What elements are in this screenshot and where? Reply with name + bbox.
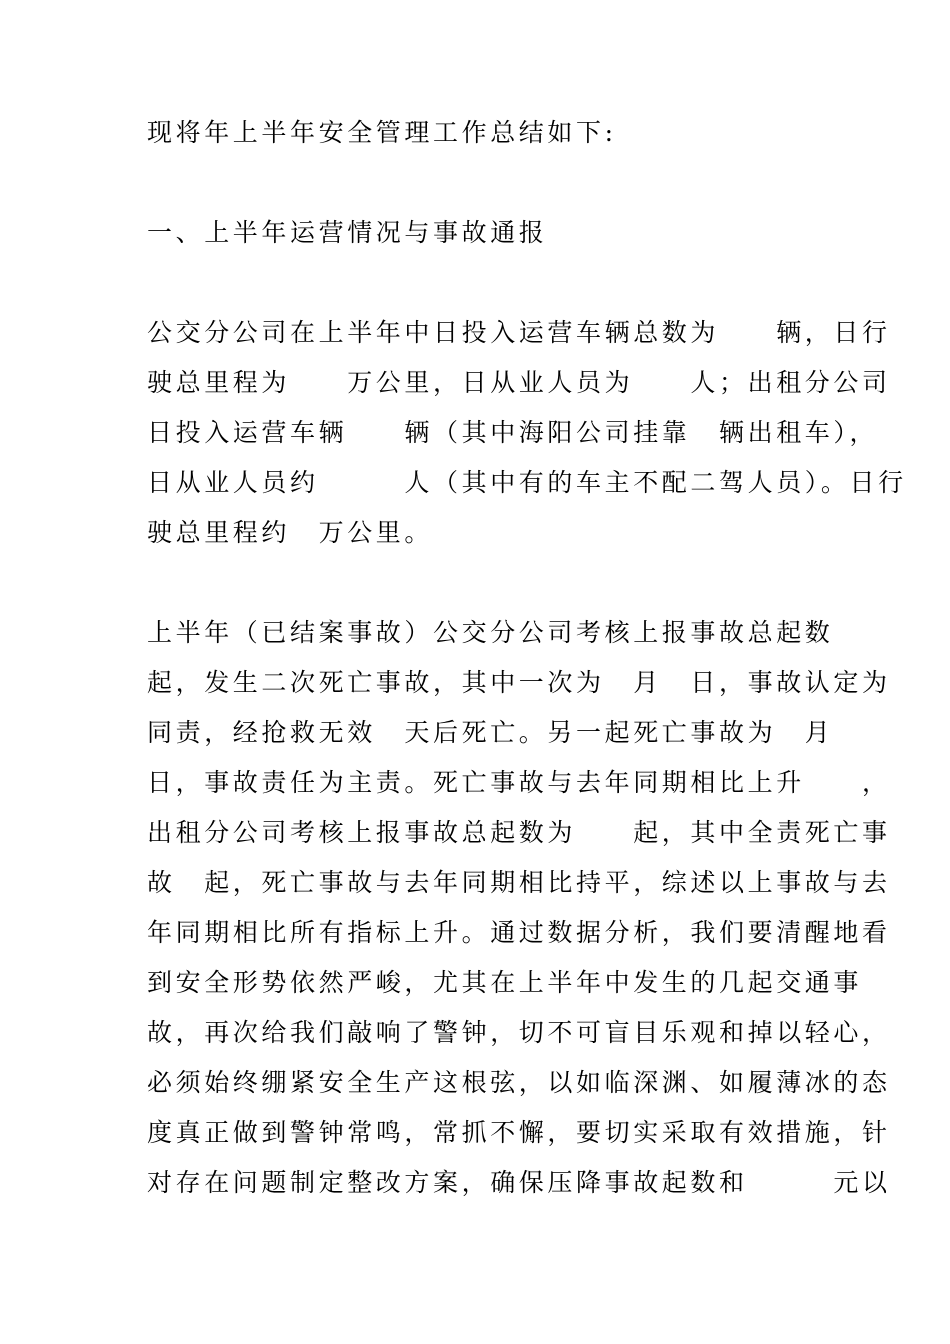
paragraph-line: 到安全形势依然严峻，尤其在上半年中发生的几起交通事: [147, 968, 863, 997]
paragraph-line: 日，事故责任为主责。死亡事故与去年同期相比上升 ，: [147, 768, 891, 797]
paragraph-line: 故，再次给我们敲响了警钟，切不可盲目乐观和掉以轻心，: [147, 1018, 891, 1047]
paragraph-line: 同责，经抢救无效 天后死亡。另一起死亡事故为 月: [147, 718, 834, 747]
paragraph-line: 故 起，死亡事故与去年同期相比持平，综述以上事故与去: [147, 868, 891, 897]
paragraph-line: 年同期相比所有指标上升。通过数据分析，我们要清醒地看: [147, 918, 891, 947]
section-heading: 一、上半年运营情况与事故通报: [147, 218, 548, 247]
paragraph-line: 日投入运营车辆 辆（其中海阳公司挂靠 辆出租车），: [147, 418, 879, 447]
paragraph-line: 驶总里程约 万公里。: [147, 518, 434, 547]
paragraph-line: 上半年（已结案事故）公交分公司考核上报事故总起数: [147, 618, 834, 647]
intro-line: 现将年上半年安全管理工作总结如下:: [147, 118, 617, 147]
paragraph-line: 度真正做到警钟常鸣，常抓不懈，要切实采取有效措施，针: [147, 1118, 891, 1147]
paragraph-line: 驶总里程为 万公里，日从业人员为 人；出租分公司: [147, 368, 891, 397]
paragraph-line: 对存在问题制定整改方案，确保压降事故起数和 元以: [147, 1168, 891, 1197]
paragraph-line: 日从业人员约 人（其中有的车主不配二驾人员）。日行: [147, 468, 907, 497]
paragraph-line: 公交分公司在上半年中日投入运营车辆总数为 辆，日行: [147, 318, 891, 347]
paragraph-line: 起，发生二次死亡事故，其中一次为 月 日，事故认定为: [147, 668, 891, 697]
paragraph-line: 必须始终绷紧安全生产这根弦，以如临深渊、如履薄冰的态: [147, 1068, 891, 1097]
paragraph-line: 出租分公司考核上报事故总起数为 起，其中全责死亡事: [147, 818, 891, 847]
